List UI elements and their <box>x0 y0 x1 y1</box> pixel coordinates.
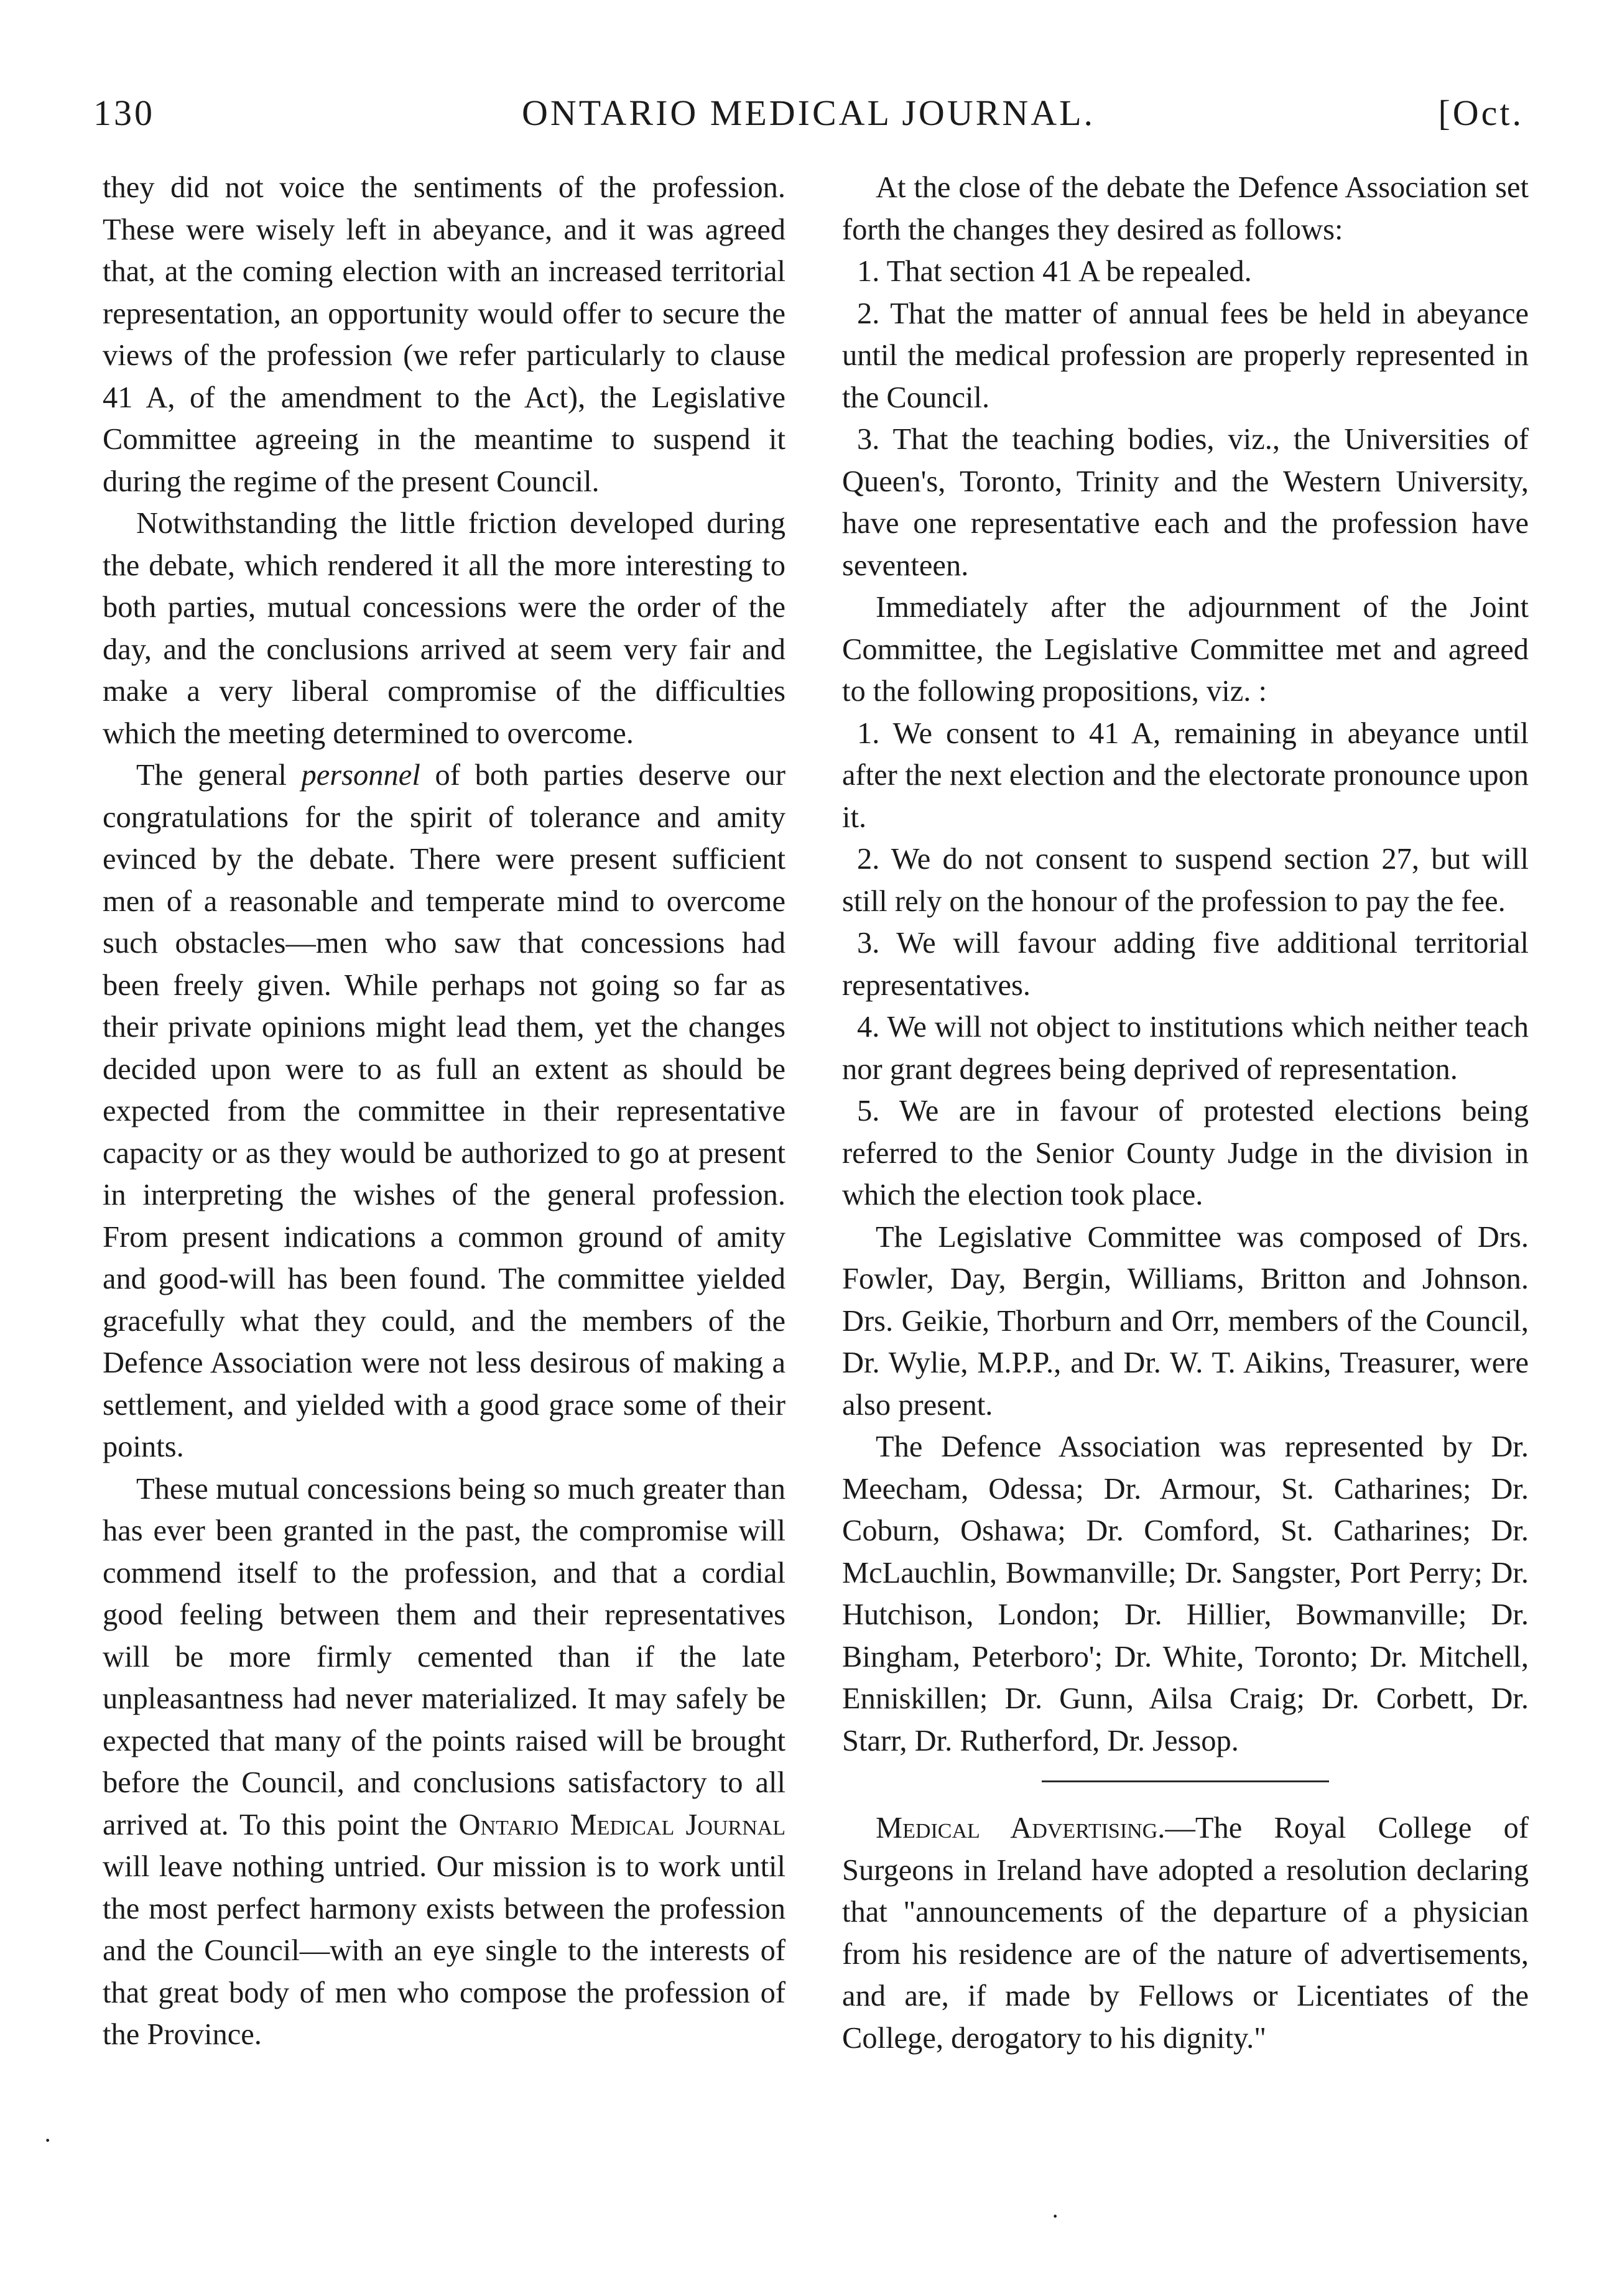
page-header <box>93 92 1524 148</box>
right-column <box>842 167 1529 2059</box>
paragraph-committee-members: The Legislative Committee was composed of Drs. Fowler, Day, Bergin, Williams, Britton and Johnson. Drs. Geikie, Thorburn and Orr, members of the Council, Dr. Wylie, M.P.P., and Dr. W. T. Aikins, Treasurer, were also present. <box>842 1220 1529 1422</box>
advertising-text: —The Royal College of Surgeons in Ireland have adopted a resolution declaring that "announcements of the departure of a physician from his residence are of the nature of advertisements, and are, if made by Fellows or Licentiates of the College, derogatory to his dignity." <box>842 1812 1529 2055</box>
concessions-closing: will leave nothing untried. Our mission is to work until the most perfect harmony exists between the profession and the Council—with an eye single to the interests of that great body of men who compose the profession of the Province. <box>103 1850 785 2051</box>
paragraph-abeyance: they did not voice the sentiments of the profession. These were wisely left in abeyance, and it was agreed that, at the coming election with an increased territorial representation, an opportunity would offer to secure the views of the profession (we refer particularly to clause 41 A, of the amendment to the Act), the Legislative Committee agreeing in the meantime to suspend it during the regime of the present Council. <box>103 171 785 498</box>
paragraph-concessions <box>103 1468 785 2056</box>
margin-mark: · <box>44 2126 52 2154</box>
paragraph-legislative-intro: Immediately after the adjournment of the Joint Committee, the Legislative Committee met and agreed to the following propositions, viz. : <box>842 591 1529 708</box>
page-number: 130 <box>93 93 155 133</box>
issue-month: [Oct. <box>1438 93 1524 133</box>
advertising-heading: Medical Advertising. <box>876 1812 1165 1845</box>
legislative-item-1: 1. We consent to 41 A, remaining in abeyance until after the next election and the electorate pronounce upon it. <box>842 716 1529 834</box>
personnel-text-before: The general <box>136 759 302 792</box>
defence-item-1: 1. That section 41 A be repealed. <box>857 255 1252 288</box>
paragraph-medical-advertising <box>842 1807 1529 2059</box>
left-column <box>103 167 785 2056</box>
running-title: ONTARIO MEDICAL JOURNAL. <box>521 93 1096 133</box>
journal-name: Ontario Medical Journal <box>458 1808 785 1841</box>
paragraph-defence-intro: At the close of the debate the Defence Association set forth the changes they desired as follows: <box>842 171 1529 246</box>
concessions-text: These mutual concessions being so much greater than has ever been granted in the past, the compromise will commend itself to the profession, and that a cordial good feeling between them and their representatives will be more firmly cemented than if the late unpleasantness had never materialized. It may safely be expected that many of the points raised will be brought before the Council, and conclusions satisfactory to all arrived at. To this point the <box>103 1472 785 1841</box>
paragraph-friction: Notwithstanding the little friction developed during the debate, which rendered it all the more interesting to both parties, mutual concessions were the order of the day, and the conclusions arrived at seem very fair and make a very liberal compromise of the difficulties which the meeting determined to overcome. <box>103 507 785 750</box>
legislative-item-5: 5. We are in favour of protested elections being referred to the Senior County Judge in the division in which the election took place. <box>842 1095 1529 1211</box>
defence-item-2: 2. That the matter of annual fees be held in abeyance until the medical profession are properly represented in the Council. <box>842 297 1529 414</box>
legislative-item-4: 4. We will not object to institutions which neither teach nor grant degrees being deprived of representation. <box>842 1011 1529 1086</box>
paragraph-defence-representatives: The Defence Association was represented by Dr. Meecham, Odessa; Dr. Armour, St. Catharines; Dr. Coburn, Oshawa; Dr. Comford, St. Catharines; Dr. McLauchlin, Bowmanville; Dr. Sangster, Port Perry; Dr. Hutchison, London; Dr. Hillier, Bowmanville; Dr. Bingham, Peterboro'; Dr. White, Toronto; Dr. Mitchell, Enniskillen; Dr. Gunn, Ailsa Craig; Dr. Corbett, Dr. Starr, Dr. Rutherford, Dr. Jessop. <box>842 1430 1529 1757</box>
defence-item-3: 3. That the teaching bodies, viz., the Universities of Queen's, Toronto, Trinity and the Western University, have one representative each and the profession have seventeen. <box>842 423 1529 582</box>
section-divider <box>1042 1780 1329 1782</box>
personnel-text-after: of both parties deserve our congratulations for the spirit of tolerance and amity evinced by the debate. There were present sufficient men of a reasonable and temperate mind to overcome such obstacles—men who saw that concessions had been freely given. While perhaps not going so far as their private opinions might lead them, yet the changes decided upon were to as full an extent as should be expected from the committee in their representative capacity or as they would be authorized to go at present in interpreting the wishes of the general profession. From present indications a common ground of amity and good-will has been found. The committee yielded gracefully what they could, and the members of the Defence Association were not less desirous of making a settlement, and yielded with a good grace some of their points. <box>103 759 785 1463</box>
legislative-item-3: 3. We will favour adding five additional territorial representatives. <box>842 927 1529 1002</box>
footer-mark: · <box>1051 2202 1060 2230</box>
paragraph-personnel <box>103 754 785 1468</box>
legislative-item-2: 2. We do not consent to suspend section 27, but will still rely on the honour of the profession to pay the fee. <box>842 843 1529 918</box>
personnel-italic-word: personnel <box>301 759 420 792</box>
